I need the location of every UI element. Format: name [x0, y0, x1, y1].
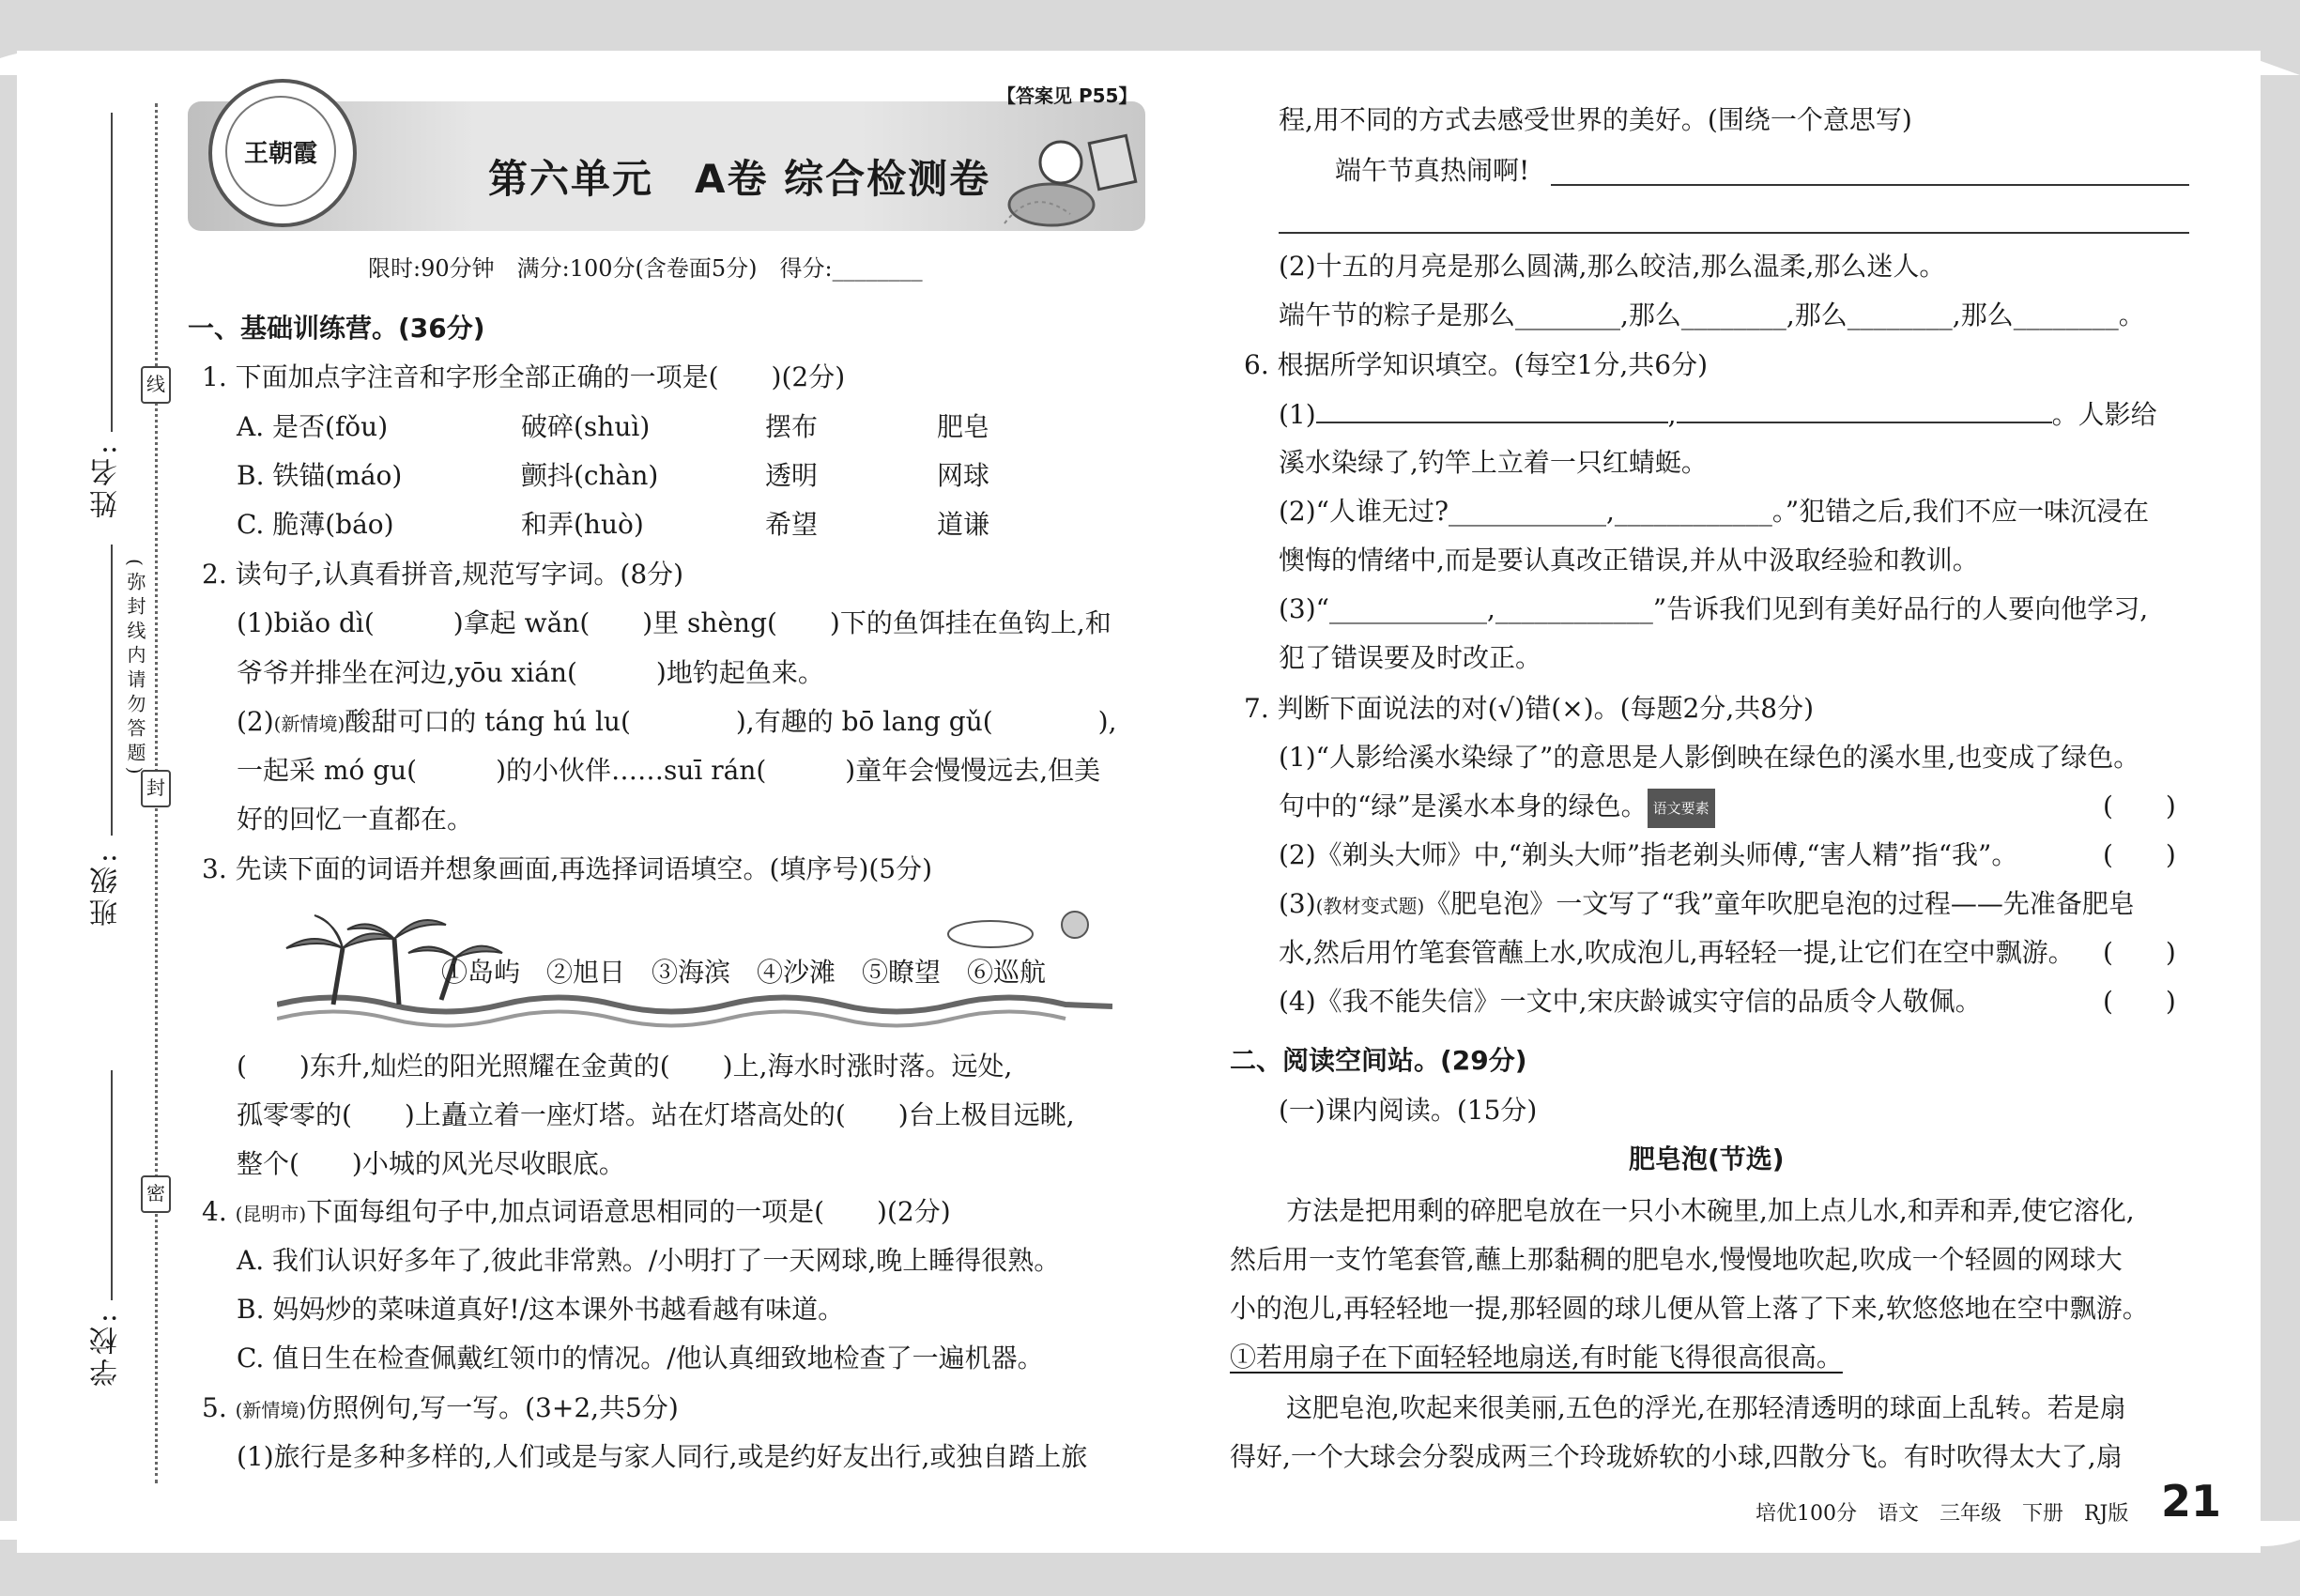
exam-header: [188, 64, 1150, 231]
q4-option-a: A. 我们认识好多年了,彼此非常熟。/小明打了一天网球,晚上睡得很熟。: [237, 1245, 1061, 1276]
q5-answer-line-1[interactable]: [1551, 184, 2189, 186]
q5-new-context-tag: (新情境): [235, 1399, 307, 1421]
exam-title: 第六单元 A卷 综合检测卷: [488, 156, 991, 202]
q5-number: 5.: [202, 1392, 236, 1423]
q4-source-tag: (昆明市): [235, 1203, 307, 1225]
q6-stem: 6. 根据所学知识填空。(每空1分,共6分): [1244, 349, 1708, 380]
passage-title: 肥皂泡(节选): [1629, 1143, 1785, 1174]
q1-stem: 1. 下面加点字注音和字形全部正确的一项是( )(2分): [202, 361, 846, 392]
school-label: 学校:: [90, 1310, 123, 1388]
passage-line-1: 方法是把用剩的碎肥皂放在一只小木碗里,加上点儿水,和弄和弄,使它溶化,: [1286, 1195, 2135, 1226]
q7-answer-3[interactable]: ( ): [2103, 937, 2176, 968]
q1-option-a-2: 破碎(shuì): [521, 411, 651, 442]
q1-option-a-4: 肥皂: [937, 411, 990, 442]
q2-line-3-body: 酸甜可口的 táng hú lu( ),有趣的 bō lang gǔ( ),: [345, 706, 1117, 737]
seal-note: (弥封线内请勿答题): [124, 559, 146, 780]
q2-line-2: 爷爷并排坐在河边,yōu xián( )地钓起鱼来。: [237, 657, 824, 688]
q5-line-1: (1)旅行是多种多样的,人们或是与家人同行,或是约好友出行,或独自踏上旅: [237, 1441, 1088, 1472]
exam-info: 限时:90分钟 满分:100分(含卷面5分) 得分:________: [368, 255, 923, 282]
passage-line-6: 得好,一个大球会分裂成两三个玲珑娇软的小球,四散分飞。有时吹得太大了,扇: [1230, 1441, 2123, 1472]
q7-item-2: (2)《剃头大师》中,“剃头大师”指老剃头师傅,“害人精”指“我”。: [1279, 839, 2018, 870]
sun-icon: [1062, 912, 1088, 938]
q7-item-3: [1279, 885, 2135, 925]
q2-line-4: 一起采 mó gu( )的小伙伴……suī rán( )童年会慢慢远去,但美: [237, 755, 1101, 786]
class-line: [111, 545, 113, 836]
q1-option-b-4: 网球: [937, 460, 990, 491]
q5-answer-line-2[interactable]: [1279, 232, 2189, 234]
q7-language-element-tag: 语文要素: [1648, 789, 1715, 828]
q5-stem-body: 仿照例句,写一写。(3+2,共5分): [306, 1392, 679, 1423]
answer-reference: 【答案见 P55】: [997, 84, 1138, 107]
section-1-heading: 一、基础训练营。(36分): [188, 313, 485, 344]
page-bottom-edge: [0, 1521, 2300, 1596]
q6-line-4: 懊悔的情绪中,而是要认真改正错误,并从中汲取经验和教训。: [1279, 545, 1979, 575]
brand-logo: [208, 79, 357, 227]
q2-line-3-prefix: (2): [237, 706, 274, 737]
q7-item-4: (4)《我不能失信》一文中,宋庆龄诚实守信的品质令人敬佩。: [1279, 986, 1982, 1017]
q5-line-2: 程,用不同的方式去感受世界的美好。(围绕一个意思写): [1279, 104, 1912, 135]
q2-stem: 2. 读句子,认真看拼音,规范写字词。(8分): [202, 559, 684, 590]
q4-option-c: C. 值日生在检查佩戴红领巾的情况。/他认真细致地检查了一遍机器。: [237, 1343, 1044, 1373]
q7-answer-1[interactable]: ( ): [2103, 790, 2176, 821]
q7-item-3-body: 《肥皂泡》一文写了“我”童年吹肥皂泡的过程——先准备肥皂: [1424, 888, 2135, 919]
q6-blank-2[interactable]: [1677, 395, 2052, 423]
q5-line-4: 端午节的粽子是那么________,那么________,那么________,那么________。: [1279, 299, 2145, 330]
page-number: 21: [2161, 1476, 2222, 1527]
class-label: 班级:: [90, 850, 123, 928]
seal-box-seal: 封: [141, 770, 171, 807]
q7-item-1: (1)“人影给溪水染绿了”的意思是人影倒映在绿色的溪水里,也变成了绿色。: [1279, 742, 2140, 773]
cloud-icon: [948, 921, 1033, 947]
q7-item-3-cont: 水,然后用竹笔套管蘸上水,吹成泡儿,再轻轻一提,让它们在空中飘游。: [1279, 937, 2075, 968]
q6-line-2: 溪水染绿了,钓竿上立着一只红蜻蜓。: [1279, 447, 1708, 478]
q6-line-1-prefix: (1): [1279, 399, 1316, 430]
q6-line-6: 犯了错误要及时改正。: [1279, 642, 1542, 673]
subsection-1-heading: (一)课内阅读。(15分): [1279, 1095, 1538, 1126]
passage-line-3: 小的泡儿,再轻轻地一提,那轻圆的球儿便从管上落了下来,软悠悠地在空中飘游。: [1230, 1293, 2149, 1324]
q5-stem: [202, 1389, 679, 1429]
q4-stem-body: 下面每组句子中,加点词语意思相同的一项是( )(2分): [306, 1196, 951, 1227]
q6-line-1: (1) , 。人影给: [1279, 395, 2157, 434]
q1-option-c-4: 道谦: [937, 509, 990, 540]
q7-textbook-variant-tag: (教材变式题): [1315, 895, 1425, 917]
q7-answer-2[interactable]: ( ): [2103, 839, 2176, 870]
passage-line-2: 然后用一支竹笔套管,蘸上那黏稠的肥皂水,慢慢地吹起,吹成一个轻圆的网球大: [1230, 1244, 2123, 1275]
q7-answer-4[interactable]: ( ): [2103, 986, 2176, 1017]
q3-passage-3: 整个( )小城的风光尽收眼底。: [237, 1148, 625, 1179]
q3-stem: 3. 先读下面的词语并想象画面,再选择词语填空。(填序号)(5分): [202, 853, 933, 884]
seal-box-secret: 密: [141, 1175, 171, 1213]
logo-text: 王朝霞: [225, 96, 336, 207]
q3-passage-2: 孤零零的( )上矗立着一座灯塔。站在灯塔高处的( )台上极目远眺,: [237, 1099, 1075, 1130]
book-info: 培优100分 语文 三年级 下册 RJ版: [1756, 1502, 2129, 1526]
q5-line-3: (2)十五的月亮是那么圆满,那么皎洁,那么温柔,那么迷人。: [1279, 251, 1946, 282]
q4-option-b: B. 妈妈炒的菜味道真好!/这本课外书越看越有味道。: [237, 1294, 845, 1325]
q7-item-1-cont-text: 句中的“绿”是溪水本身的绿色。: [1279, 790, 1648, 821]
q6-line-5: (3)“____________,____________”告诉我们见到有美好品行的人要向他学习,: [1279, 593, 2149, 624]
q1-option-b-1: B. 铁锚(máo): [237, 460, 403, 491]
q6-blank-1[interactable]: [1316, 395, 1668, 423]
school-line: [111, 1070, 113, 1300]
q7-stem: 7. 判断下面说法的对(√)错(×)。(每题2分,共8分): [1244, 693, 1814, 724]
q2-line-5: 好的回忆一直都在。: [237, 804, 474, 835]
name-label: 姓名:: [90, 441, 123, 519]
q5-example-start: 端午节真热闹啊!: [1335, 155, 1530, 186]
q1-option-a-1: A. 是否(fǒu): [237, 411, 389, 442]
q4-number: 4.: [202, 1196, 236, 1227]
q4-stem: [202, 1193, 951, 1233]
q2-new-context-tag: (新情境): [273, 713, 345, 735]
name-line: [111, 113, 113, 432]
q2-line-3: [237, 703, 1116, 743]
q6-line-3: (2)“人谁无过?____________,____________。”犯错之后,我们不应一味沉浸在: [1279, 496, 2150, 527]
q1-option-c-3: 希望: [765, 509, 819, 540]
passage-line-4-underlined: ①若用扇子在下面轻轻地扇送,有时能飞得很高很高。: [1230, 1342, 1843, 1373]
q3-passage-1: ( )东升,灿烂的阳光照耀在金黄的( )上,海水时涨时落。远处,: [237, 1051, 1013, 1082]
q6-line-1-suffix: 。人影给: [2051, 399, 2157, 430]
q7-item-1-cont: [1279, 788, 1715, 828]
q1-option-c-2: 和弄(huò): [521, 509, 644, 540]
q1-option-b-3: 透明: [765, 460, 819, 491]
q3-word-options: ①岛屿 ②旭日 ③海滨 ④沙滩 ⑤瞭望 ⑥巡航: [441, 957, 1047, 988]
q7-item-3-prefix: (3): [1279, 888, 1316, 919]
passage-line-5: 这肥皂泡,吹起来很美丽,五色的浮光,在那轻清透明的球面上乱转。若是扇: [1286, 1392, 2126, 1423]
q2-line-1: (1)biǎo dì( )拿起 wǎn( )里 shèng( )下的鱼饵挂在鱼钩上,和: [237, 607, 1112, 638]
q1-option-a-3: 摆布: [765, 411, 819, 442]
section-2-heading: 二、阅读空间站。(29分): [1230, 1045, 1527, 1076]
cartoon-decoration-icon: [995, 120, 1155, 233]
q1-option-c-1: C. 脆薄(báo): [237, 509, 394, 540]
seal-box-line: 线: [141, 366, 171, 404]
q1-option-b-2: 颤抖(chàn): [521, 460, 659, 491]
